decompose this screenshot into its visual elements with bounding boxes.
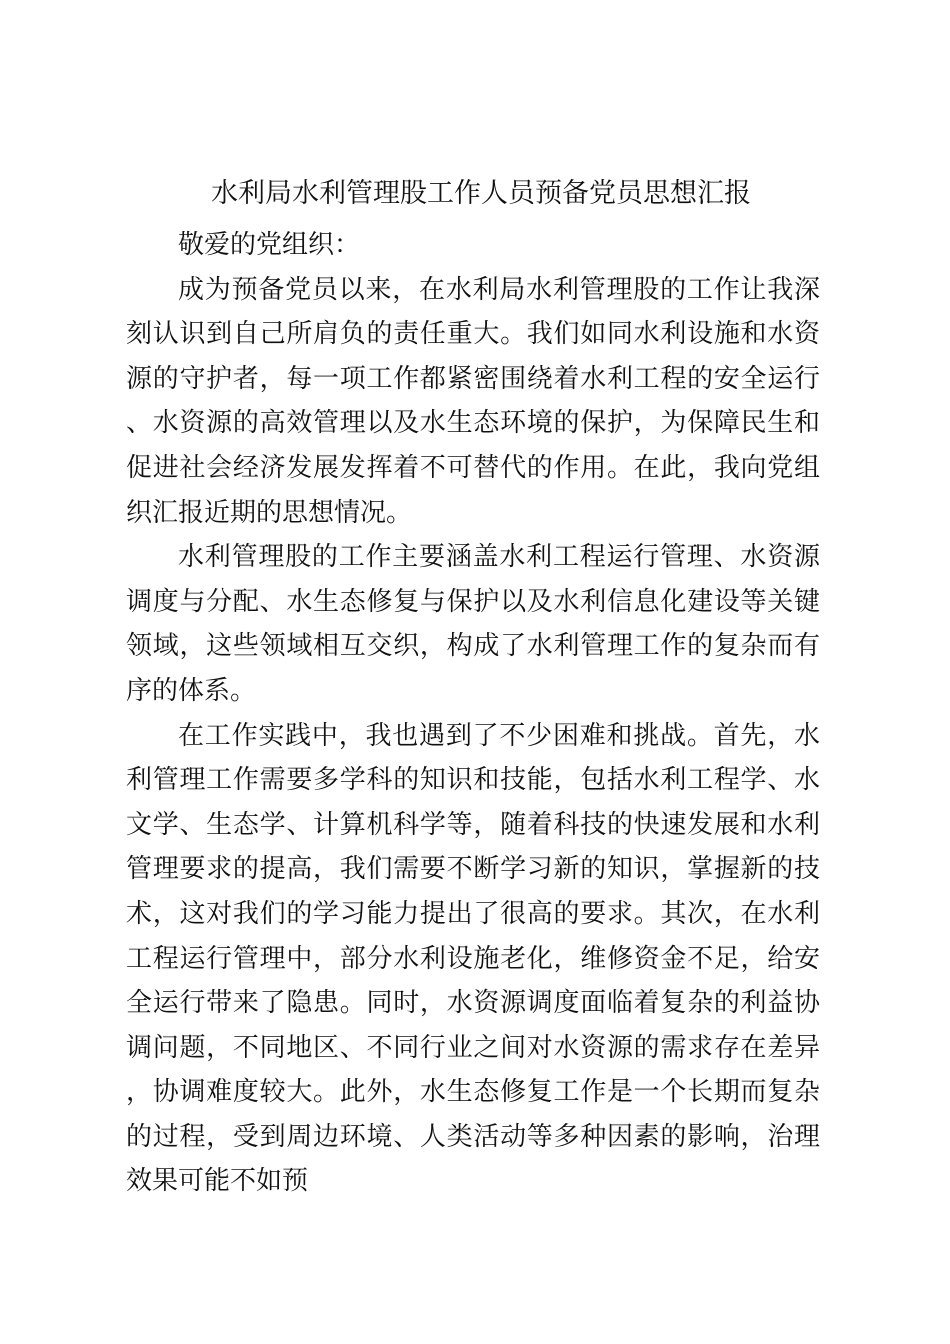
salutation: 敬爱的党组织： — [178, 230, 361, 260]
document-title: 水利局水利管理股工作人员预备党员思想汇报 — [211, 178, 751, 209]
document-body — [126, 223, 820, 1204]
paragraph-3: 在工作实践中，我也遇到了不少困难和挑战。首先，水利管理工作需要多学科的知识和技能，包括水利工程学、水文学、生态学、计算机科学等，随着科技的快速发展和水利管理要求的提高，我们需要不断学习新的知识，掌握新的技术，这对我们的学习能力提出了很高的要求。其次，在水利工程运行管理中，部分水利设施老化，维修资金不足，给安全运行带来了隐患。同时，水资源调度面临着复杂的利益协调问题，不同地区、不同行业之间对水资源的需求存在差异，协调难度较大。此外，水生态修复工作是一个长期而复杂的过程，受到周边环境、人类活动等多种因素的影响，治理效果可能不如预 — [126, 720, 820, 1197]
paragraph-1: 成为预备党员以来，在水利局水利管理股的工作让我深刻认识到自己所肩负的责任重大。我们如同水利设施和水资源的守护者，每一项工作都紧密围绕着水利工程的安全运行、水资源的高效管理以及水生态环境的保护，为保障民生和促进社会经济发展发挥着不可替代的作用。在此，我向党组织汇报近期的思想情况。 — [126, 274, 820, 528]
paragraph-2: 水利管理股的工作主要涵盖水利工程运行管理、水资源调度与分配、水生态修复与保护以及水利信息化建设等关键领域，这些领域相互交织，构成了水利管理工作的复杂而有序的体系。 — [126, 542, 820, 706]
